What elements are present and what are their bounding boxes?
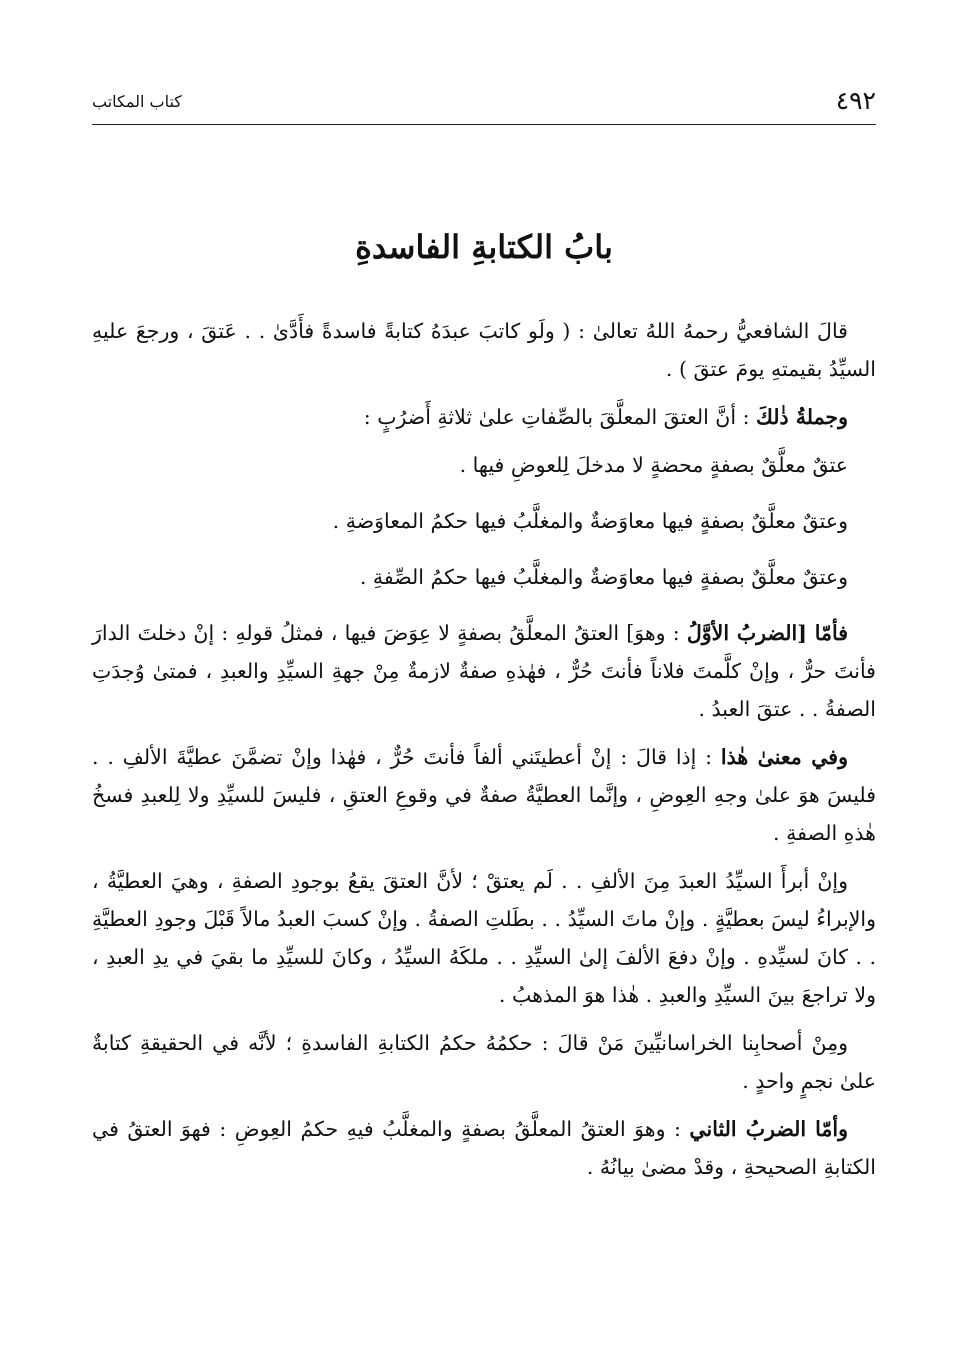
page-header <box>92 84 876 125</box>
paragraph <box>92 1024 876 1100</box>
paragraph-text: وعتقٌ معلَّقٌ بصفةٍ فيها معاوَضةٌ والمغلَّبُ فيها حكمُ المعاوَضةِ . <box>332 509 848 533</box>
body-text <box>92 312 876 1196</box>
paragraph <box>92 614 876 728</box>
list-item <box>92 502 876 540</box>
paragraph-text: عتقٌ معلَّقٌ بصفةٍ محضةٍ لا مدخلَ لِلعوضِ فيها . <box>459 453 848 477</box>
list-item <box>92 446 876 484</box>
paragraph-text: : وهوَ العتقُ المعلَّقُ بصفةٍ والمغلَّبُ فيهِ حكمُ العِوضِ : فهوَ العتقُ في الكتابةِ الصحيحةِ ، وقدْ مضىٰ بيانُهُ . <box>92 1117 876 1179</box>
paragraph <box>92 862 876 1014</box>
paragraph-text: قالَ الشافعيُّ رحمهُ اللهُ تعالىٰ : ( ولَو كاتبَ عبدَهُ كتابةً فاسدةً فأَدَّىٰ . . عَتقَ ، ورجعَ عليهِ السيِّدُ بقيمتهِ يومَ عتقَ ) . <box>92 319 876 381</box>
page-number: ٤٩٢ <box>835 86 876 115</box>
paragraph-text: وإنْ أبرأَ السيِّدُ العبدَ مِنَ الألفِ . . لَم يعتقْ ؛ لأنَّ العتقَ يقعُ بوجودِ الصفةِ ، وهيَ العطيَّةُ ، والإبراءُ ليسَ بعطيَّةٍ . وإنْ ماتَ السيِّدُ . . بطَلتِ الصفةُ . وإنْ كسبَ العبدُ مالاً قَبْلَ وجودِ العطيَّةِ . . كانَ لسيِّدهِ . وإنْ دفعَ الألفَ إلىٰ السيِّدِ . . ملكَهُ السيِّدُ ، وكانَ للسيِّدِ ما بقيَ في يدِ العبدِ ، ولا تراجعَ بينَ السيِّدِ والعبدِ . هٰذا هوَ المذهبُ . <box>92 869 876 1007</box>
paragraph-lead: وجملةُ ذٰلكَ <box>756 405 848 429</box>
paragraph <box>92 738 876 852</box>
paragraph-text: : إذا قالَ : إنْ أعطيتَني ألفاً فأنتَ حُرٌّ ، فهٰذا وإنْ تضمَّنَ عطيَّةَ الألفِ . . فليسَ هوَ علىٰ وجهِ العِوضِ ، وإنَّما العطيَّةُ صفةٌ في وقوعِ العتقِ ، فليسَ للسيِّدِ ولا لِلعبدِ فسخُ هٰذهِ الصفةِ . <box>92 745 876 845</box>
paragraph <box>92 1110 876 1186</box>
paragraph <box>92 312 876 388</box>
paragraph-text: : وهوَ] العتقُ المعلَّقُ بصفةٍ لا عِوَضَ فيها ، فمثلُ قولهِ : إنْ دخلتَ الدارَ فأنتَ حرٌّ ، وإنْ كلَّمتَ فلاناً فأنتَ حُرٌّ ، فهٰذهِ صفةٌ لازمةٌ مِنْ جهةِ السيِّدِ والعبدِ ، فمتىٰ وُجدَتِ الصفةُ . . عتقَ العبدُ . <box>92 621 876 721</box>
paragraph-lead: وفي معنىٰ هٰذا <box>720 745 848 769</box>
paragraph-text: ومِنْ أصحابِنا الخراسانيِّينَ مَنْ قالَ : حكمُهُ حكمُ الكتابةِ الفاسدةِ ؛ لأنَّه في الحقيقةِ كتابةٌ علىٰ نجمٍ واحدٍ . <box>92 1031 876 1093</box>
chapter-title: بابُ الكتابةِ الفاسدةِ <box>355 228 613 266</box>
list-item <box>92 558 876 596</box>
paragraph <box>92 398 876 436</box>
running-title: كتاب المكاتب <box>92 92 182 111</box>
paragraph-lead: فأمّا [الضربُ الأوَّلُ <box>686 621 848 645</box>
paragraph-text: وعتقٌ معلَّقٌ بصفةٍ فيها معاوَضةٌ والمغلَّبُ فيها حكمُ الصِّفةِ . <box>359 565 848 589</box>
paragraph-text: : أنَّ العتقَ المعلَّقَ بالصِّفاتِ علىٰ ثلاثةِ أَضرُبٍ : <box>363 405 756 429</box>
paragraph-lead: وأمّا الضربُ الثاني <box>689 1117 848 1141</box>
